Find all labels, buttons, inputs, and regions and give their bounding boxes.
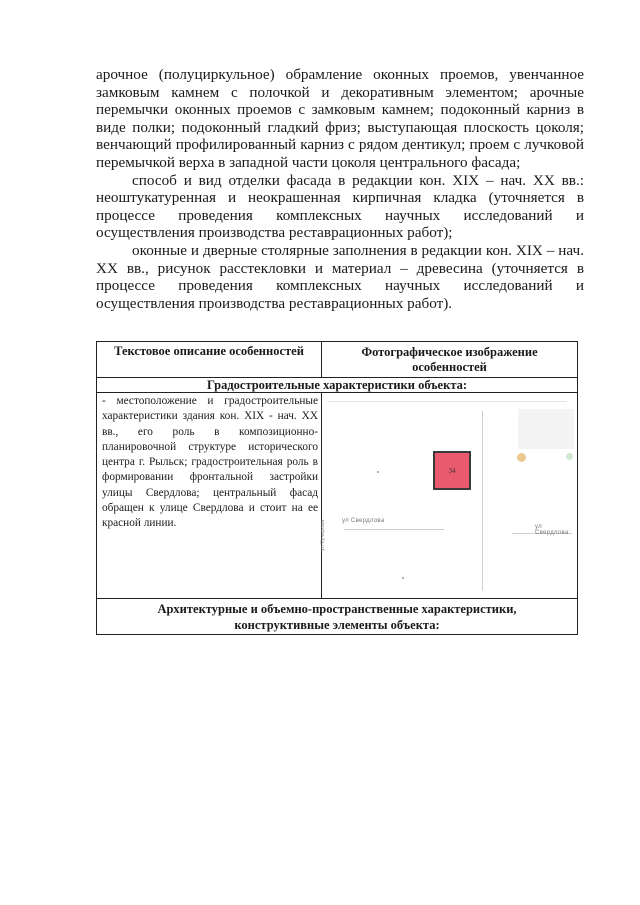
paragraph-facade-finish: способ и вид отделки фасада в редакции кон. XIX – нач. XX вв.: неоштукатуренная и неокрашенная кирпичная кладка (уточняется в процессе проведения комплексных научных исследований и осуществления производства реставрационных работ); [96, 171, 584, 242]
map-block [518, 409, 574, 449]
map-dot [402, 577, 404, 579]
table-row [97, 393, 577, 599]
section-urban-planning-title: Градостроительные характеристики объекта: [97, 378, 577, 393]
section-architectural-title: Архитектурные и объемно-пространственные характеристики, конструктивные элементы объекта: [157, 602, 517, 632]
map-dot [377, 471, 379, 473]
map-street-line [344, 529, 444, 530]
document-body [96, 66, 584, 312]
features-table [96, 341, 578, 635]
paragraph-window-door-fillings: оконные и дверные столярные заполнения в редакции кон. XIX – нач. XX вв., рисунок расстекловки и материал – древесина (уточняется в процессе проведения комплексных научных исследований и осуществления производства реставрационных работ). [96, 241, 584, 312]
header-photo: Фотографическое изображение особенностей [361, 344, 538, 374]
map-poi-icon [566, 453, 573, 460]
map-image-cell [322, 393, 577, 598]
street-label-left: ул Свердлова [342, 518, 385, 524]
building-marker [433, 451, 471, 490]
header-text-description: Текстовое описание особенностей [97, 342, 322, 377]
location-map [322, 393, 577, 598]
map-street-line [327, 401, 567, 402]
urban-planning-description: - местоположение и градостроительные характеристики здания кон. XIX - нач. XX вв., его роль в композиционно-планировочной структуре исторического центра г. Рыльск; градостроительная роль в формировании фронтальной застройки улицы Свердлова; центральный фасад обращен к улице Свердлова и стоит на ее красной линии. [97, 393, 322, 598]
marker-label: 34 [448, 466, 456, 475]
table-header-row [97, 342, 577, 378]
street-label-vertical: ул Кучерова [320, 519, 326, 551]
street-label-right: ул Свердлова [535, 524, 569, 536]
map-poi-icon [517, 453, 526, 462]
paragraph-architectural-elements: арочное (полуциркульное) обрамление оконных проемов, увенчанное замковым камнем с полочкой и декоративным элементом; арочные перемычки оконных проемов с замковым камнем; подоконный карниз в виде полки; подоконный гладкий фриз; выступающая плоскость цоколя; венчающий профилированный карниз с рядом дентикул; проем с лучковой перемычкой верха в западной части цоколя центрального фасада; [96, 66, 584, 171]
map-street-line [482, 411, 483, 591]
